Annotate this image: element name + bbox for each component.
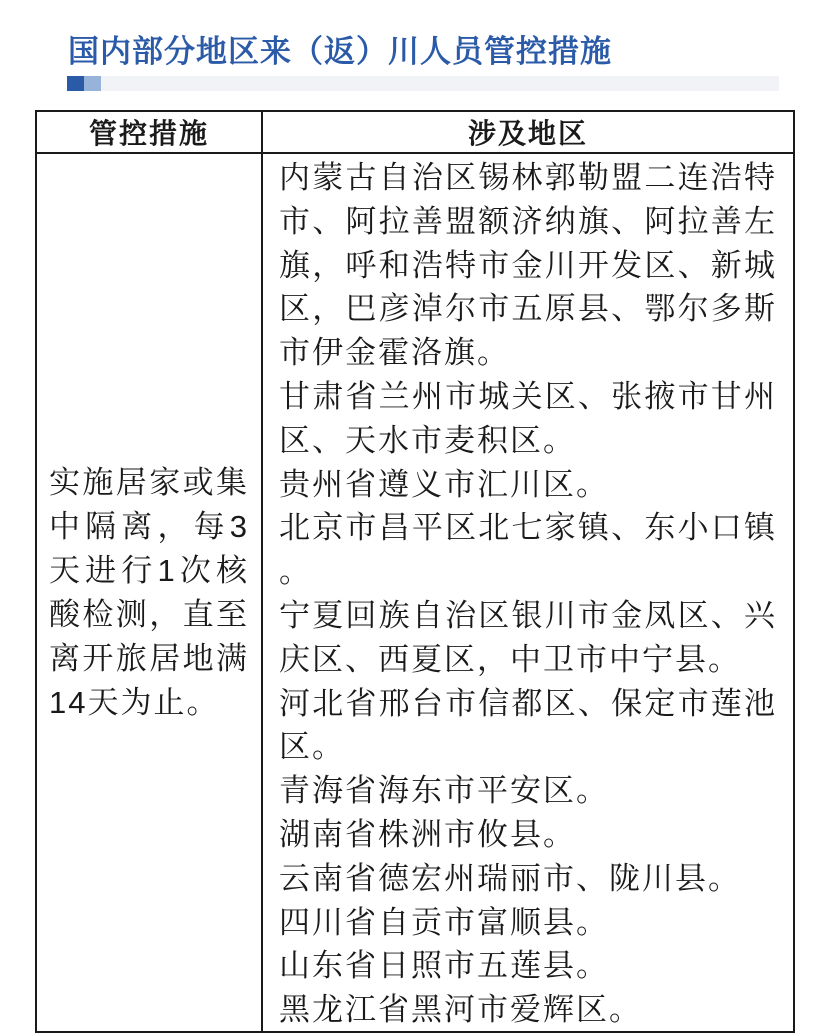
region-paragraph: 宁夏回族自治区银川市金凤区、兴庆区、西夏区，中卫市中宁县。 xyxy=(279,597,777,677)
region-paragraph: 湖南省株洲市攸县。 xyxy=(279,816,576,852)
measure-cell xyxy=(37,154,263,1031)
region-paragraph: 贵州省遵义市汇川区。 xyxy=(279,466,609,502)
region-paragraph: 云南省德宏州瑞丽市、陇川县。 xyxy=(279,860,741,896)
region-paragraph: 河北省邢台市信都区、保定市莲池区。 xyxy=(279,685,777,765)
accent-square-dark-icon xyxy=(67,76,84,91)
measure-text: 实施居家或集中隔离，每3天进行1次核酸检测，直至离开旅居地满14天为止。 xyxy=(49,464,249,720)
column-header-measures: 管控措施 xyxy=(37,112,263,154)
region-paragraph: 甘肃省兰州市城关区、张掖市甘州区、天水市麦积区。 xyxy=(279,378,777,458)
page-title: 国内部分地区来（返）川人员管控措施 xyxy=(68,34,612,69)
regions-cell xyxy=(263,154,793,1031)
region-paragraph: 北京市昌平区北七家镇、东小口镇。 xyxy=(279,510,777,590)
region-paragraph: 黑龙江省黑河市爱辉区。 xyxy=(279,992,642,1028)
accent-square-light-icon xyxy=(84,76,101,91)
control-measures-table xyxy=(35,110,795,1033)
region-paragraph: 山东省日照市五莲县。 xyxy=(279,948,609,984)
title-underline-bar xyxy=(67,76,779,91)
region-paragraph: 内蒙古自治区锡林郭勒盟二连浩特市、阿拉善盟额济纳旗、阿拉善左旗，呼和浩特市金川开发区、新城区，巴彦淖尔市五原县、鄂尔多斯市伊金霍洛旗。 xyxy=(279,160,777,371)
column-header-regions: 涉及地区 xyxy=(263,112,793,154)
region-paragraph: 四川省自贡市富顺县。 xyxy=(279,904,609,940)
accent-bar-track xyxy=(101,76,779,91)
region-paragraph: 青海省海东市平安区。 xyxy=(279,773,609,809)
